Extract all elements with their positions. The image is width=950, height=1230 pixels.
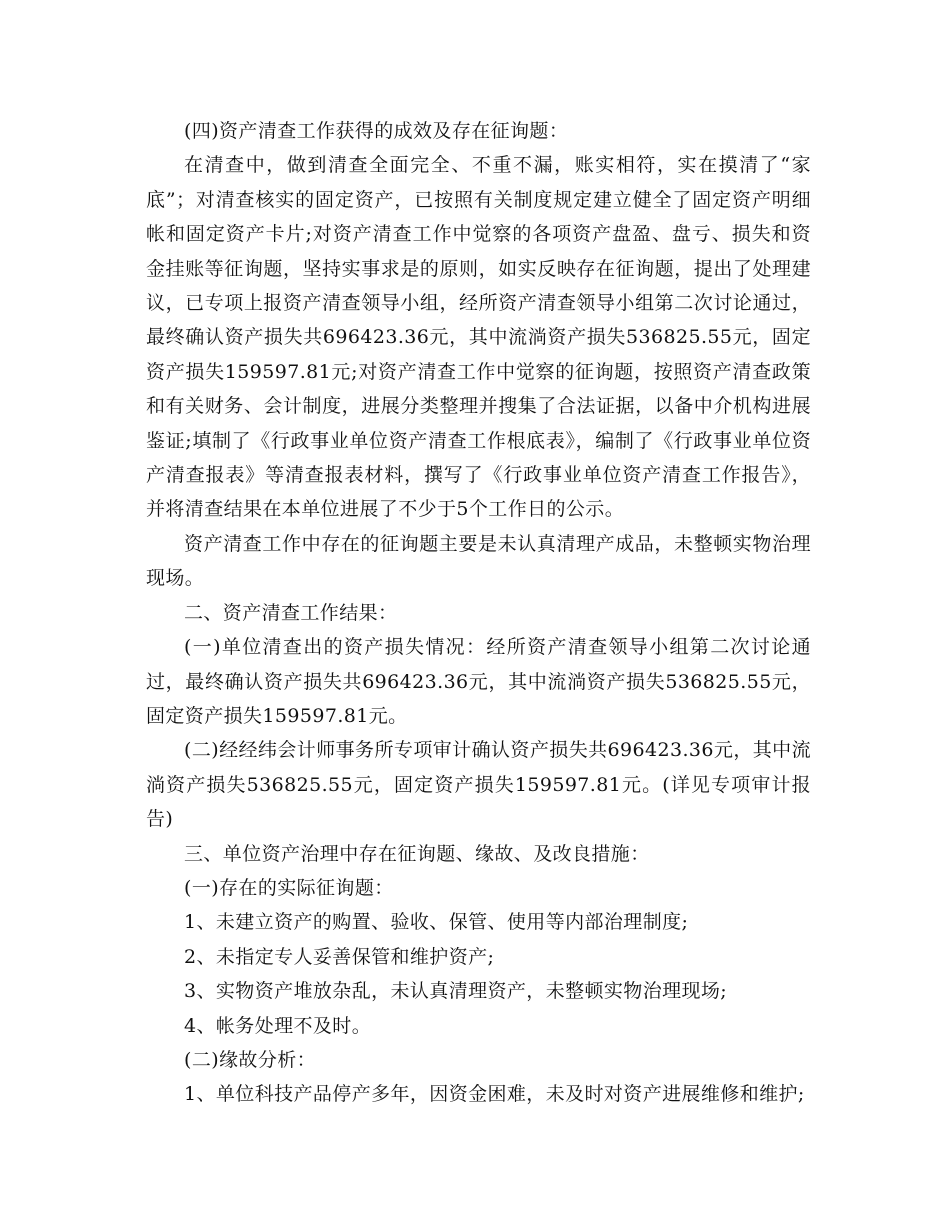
document-body (146, 114, 811, 1112)
list-item-4: 4、帐务处理不及时。 (184, 1014, 372, 1037)
cause-item-1: 1、单位科技产品停产多年，因资金困难，未及时对资产进展维修和维护; (184, 1083, 805, 1106)
section-heading-results: 二、资产清查工作结果： (184, 601, 398, 624)
list-item-2: 2、未指定专人妥善保管和维护资产; (184, 945, 495, 968)
list-item-3: 3、实物资产堆放杂乱，未认真清理资产，未整顿实物治理现场; (184, 980, 728, 1003)
subheading-cause-analysis: (二)缘故分析： (184, 1048, 317, 1071)
paragraph-achievements: 在清查中，做到清查全面完全、不重不漏，账实相符，实在摸清了“家底”；对清查核实的固定资产，已按照有关制度规定建立健全了固定资产明细帐和固定资产卡片;对资产清查工作中觉察的各项资产盘盈、盘亏、损失和资金挂账等征询题，坚持实事求是的原则，如实反映存在征询题，提出了处理建议，已专项上报资产清查领导小组，经所资产清查领导小组第二次讨论通过，最终确认资产损失共696423.36元，其中流淌资产损失536825.55元，固定资产损失159597.81元;对资产清查工作中觉察的征询题，按照资产清查政策和有关财务、会计制度，进展分类整理并搜集了合法证据，以备中介机构进展鉴证;填制了《行政事业单位资产清查工作根底表》，编制了《行政事业单位资产清查报表》等清查报表材料，撰写了《行政事业单位资产清查工作报告》，并将清查结果在本单位进展了不少于5个工作日的公示。 (146, 154, 811, 521)
paragraph-loss-situation: (一)单位清查出的资产损失情况：经所资产清查领导小组第二次讨论通过，最终确认资产损失共696423.36元，其中流淌资产损失536825.55元，固定资产损失159597.81元。 (146, 636, 811, 727)
paragraph-problems: 资产清查工作中存在的征询题主要是未认真清理产成品，未整顿实物治理现场。 (146, 532, 811, 590)
subheading-actual-problems: (一)存在的实际征询题： (184, 876, 394, 899)
paragraph-audit: (二)经经纬会计师事务所专项审计确认资产损失共696423.36元，其中流淌资产损失536825.55元，固定资产损失159597.81元。(详见专项审计报告) (146, 739, 811, 831)
section-heading-4: (四)资产清查工作获得的成效及存在征询题： (184, 120, 569, 142)
section-heading-management: 三、单位资产治理中存在征询题、缘故、及改良措施： (184, 842, 650, 865)
list-item-1: 1、未建立资产的购置、验收、保管、使用等内部治理制度; (184, 911, 689, 934)
